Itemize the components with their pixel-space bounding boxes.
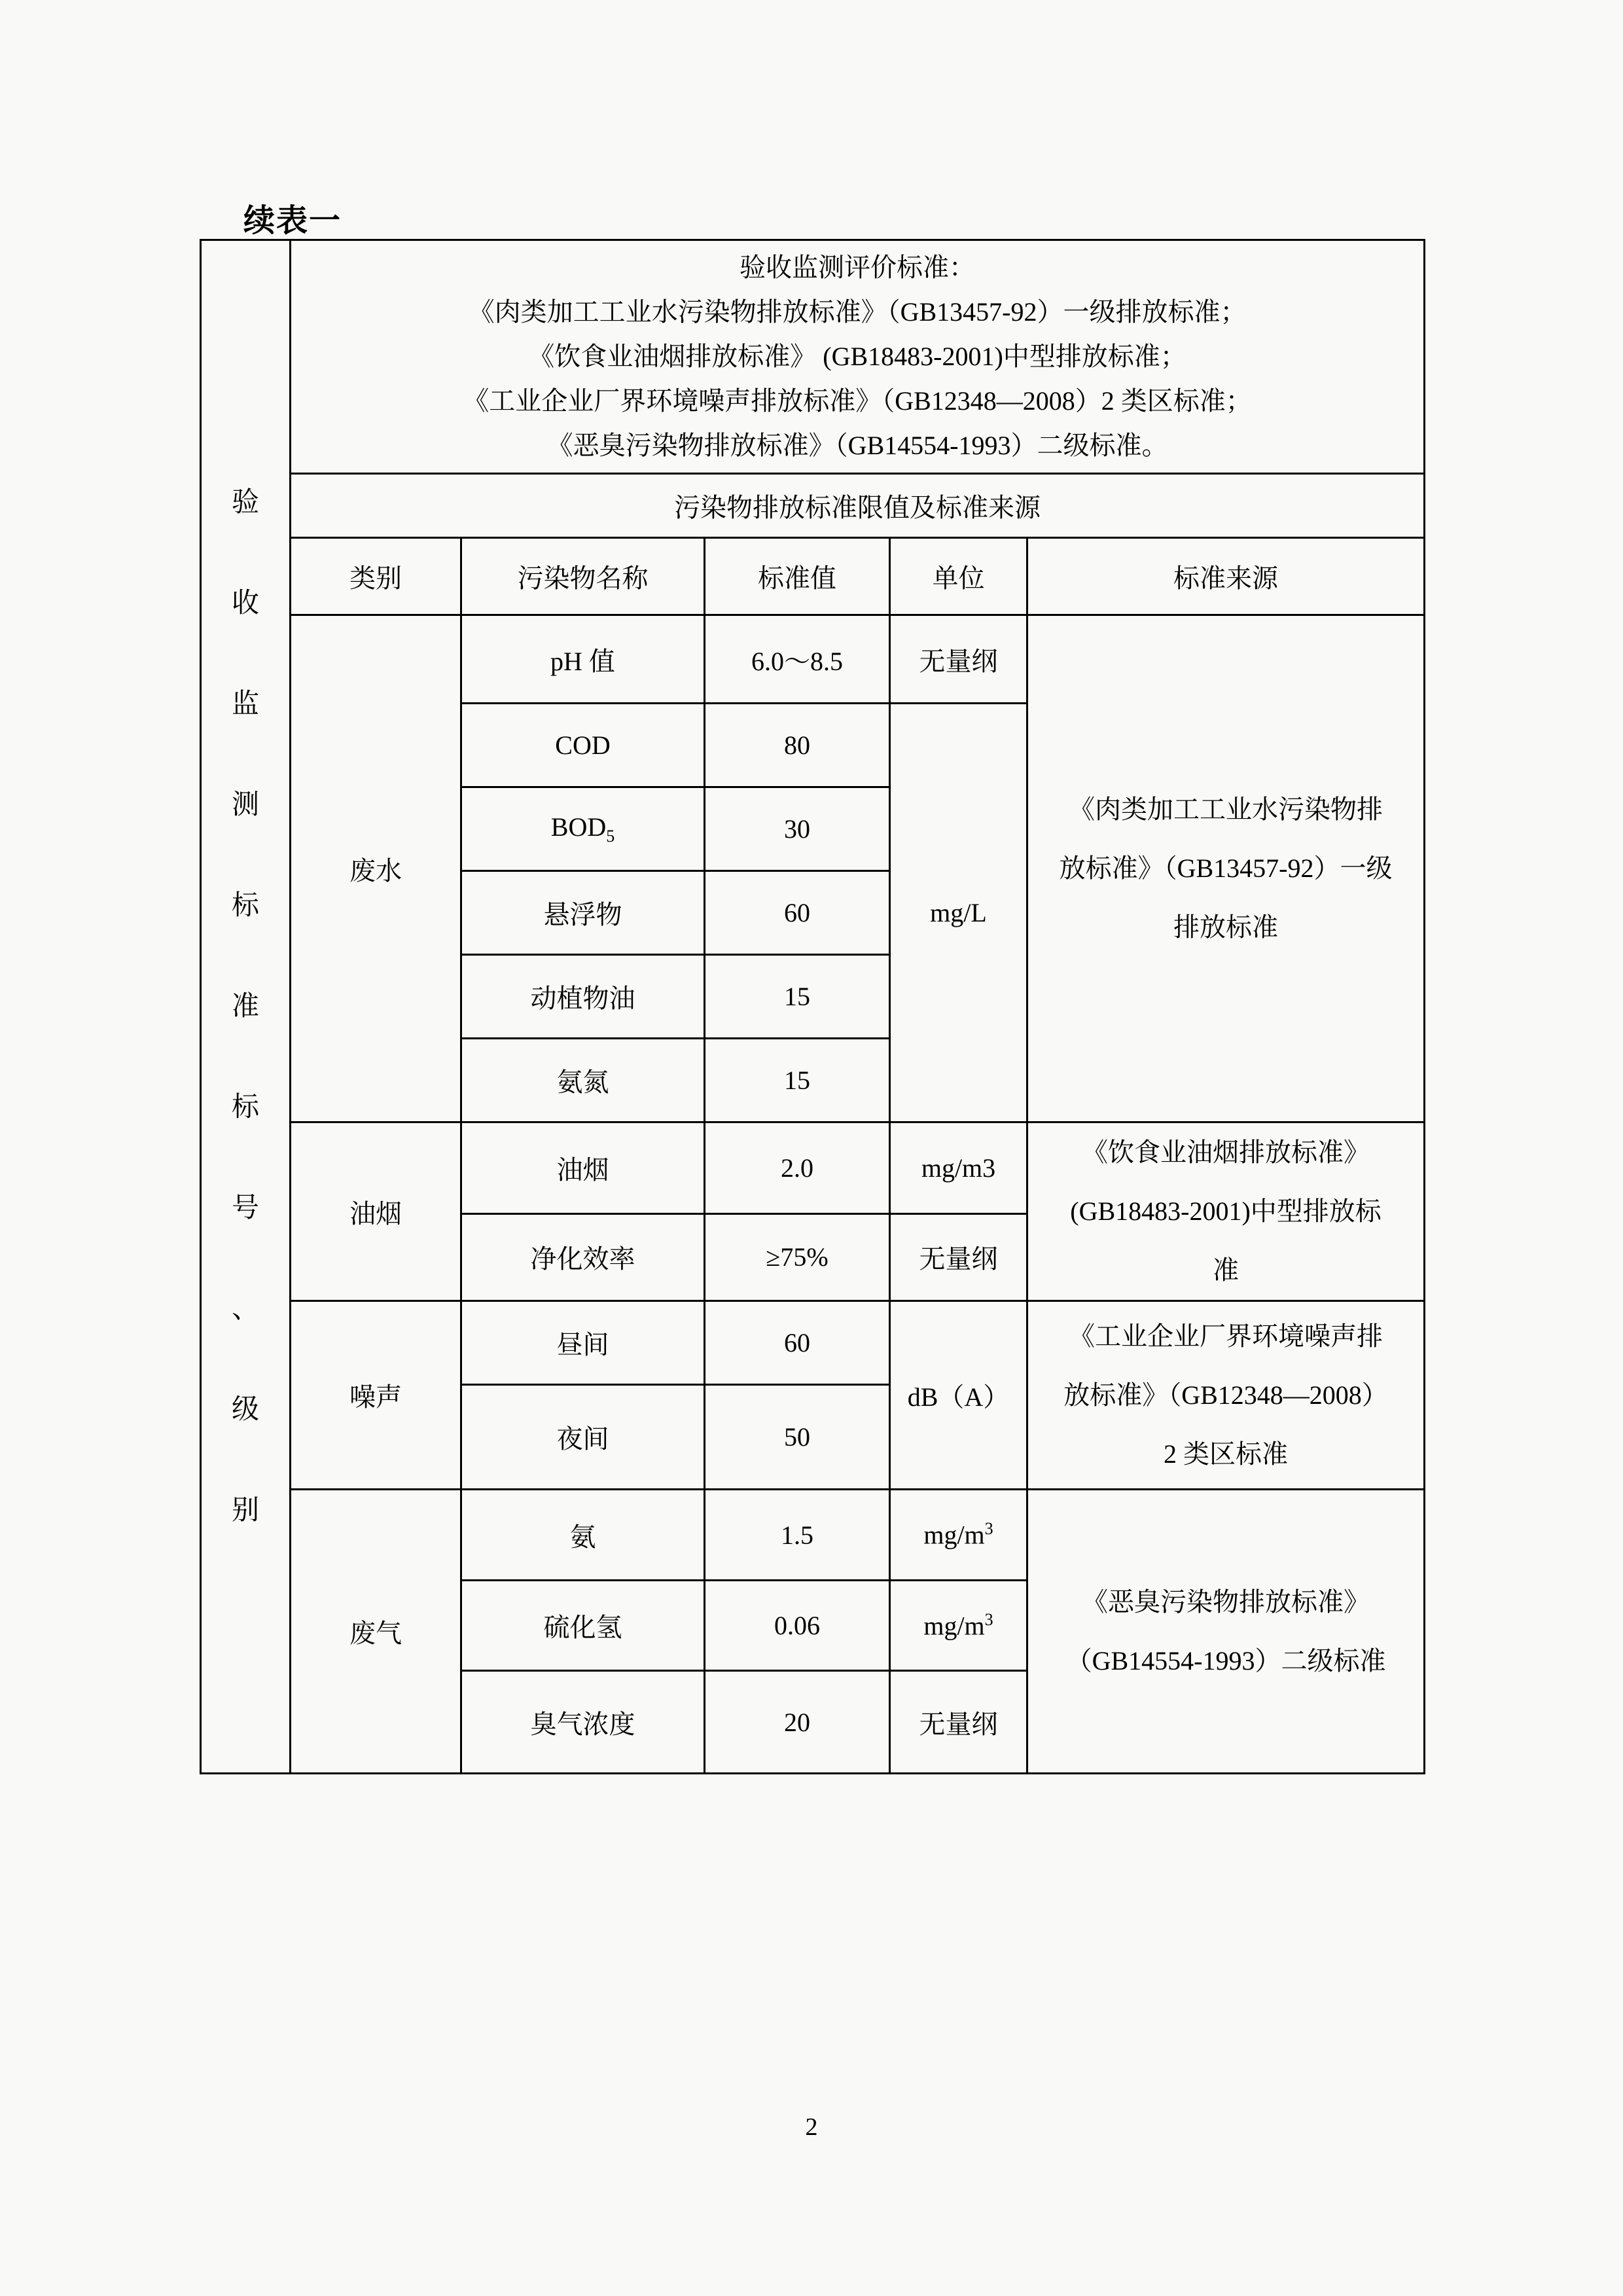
cell-unit: [890, 1581, 1027, 1671]
cell-pollutant-name: 净化效率: [461, 1213, 705, 1300]
page-number: 2: [805, 2113, 818, 2141]
vertical-header-char: 标: [231, 891, 259, 921]
cell-pollutant-name: 昼间: [461, 1301, 705, 1385]
source-line: 《工业企业厂界环境噪声排: [1069, 1321, 1383, 1351]
source-line: (GB18483-2001)中型排放标: [1070, 1196, 1382, 1226]
category-cell-fume: 油烟: [291, 1122, 461, 1301]
pollutant-bod-base: BOD: [550, 812, 607, 842]
unit-base: mg/m: [923, 1520, 985, 1550]
cell-source-fume: [1027, 1122, 1425, 1301]
category-cell-gas: 废气: [291, 1490, 461, 1774]
standards-line: 验收监测评价标准：: [740, 253, 976, 282]
cell-standard-value: 50: [705, 1385, 890, 1490]
col-header-pollutant: 污染物名称: [461, 538, 705, 615]
cell-pollutant-name: 动植物油: [461, 955, 705, 1039]
cell-standard-value: 20: [705, 1671, 890, 1774]
source-line: 准: [1213, 1255, 1240, 1285]
cell-pollutant-name: 臭气浓度: [461, 1671, 705, 1774]
source-line: 放标准》（GB12348—2008）: [1063, 1380, 1388, 1410]
cell-standard-value: 60: [705, 1301, 890, 1385]
cell-pollutant-name: 氨氮: [461, 1039, 705, 1122]
unit-superscript: 3: [984, 1519, 993, 1539]
cell-standard-value: 60: [705, 871, 890, 955]
pollutant-bod-subscript: 5: [606, 827, 615, 846]
vertical-header-text: [202, 254, 289, 1759]
cell-standard-value: 15: [705, 955, 890, 1039]
cell-standard-value: 2.0: [705, 1122, 890, 1214]
source-line: 《饮食业油烟排放标准》: [1082, 1138, 1370, 1167]
cell-source-wastewater: [1027, 615, 1425, 1122]
vertical-header-char: 标: [231, 1092, 259, 1122]
vertical-header-char: 级: [231, 1395, 259, 1425]
col-header-value: 标准值: [705, 538, 890, 615]
cell-pollutant-name: 氨: [461, 1490, 705, 1581]
vertical-header-char: 收: [231, 588, 259, 619]
cell-standard-value: 30: [705, 787, 890, 871]
cell-unit: [890, 1490, 1027, 1581]
source-line: 2 类区标准: [1164, 1439, 1289, 1469]
cell-standard-value: ≥75%: [705, 1213, 890, 1300]
cell-pollutant-name: COD: [461, 704, 705, 787]
source-line: （GB14554-1993）二级标准: [1065, 1645, 1386, 1676]
cell-standard-value: 15: [705, 1039, 890, 1122]
cell-unit-dbA: dB（A）: [890, 1301, 1027, 1490]
standards-line: 《肉类加工工业水污染物排放标准》（GB13457-92）一级排放标准；: [468, 297, 1247, 327]
standards-table: [200, 239, 1425, 1774]
cell-unit-mgL: mg/L: [890, 704, 1027, 1122]
vertical-header-char: 准: [231, 992, 259, 1022]
unit-superscript: 3: [984, 1609, 993, 1629]
cell-pollutant-name: [461, 787, 705, 871]
source-line: 放标准》（GB13457-92）一级: [1059, 853, 1393, 883]
cell-standard-value: 1.5: [705, 1490, 890, 1581]
vertical-header-char: 别: [231, 1496, 259, 1526]
evaluation-standards-cell: [291, 240, 1425, 474]
cell-pollutant-name: 悬浮物: [461, 871, 705, 955]
col-header-category: 类别: [291, 538, 461, 615]
cell-standard-value: 0.06: [705, 1581, 890, 1671]
standards-line: 《工业企业厂界环境噪声排放标准》（GB12348—2008）2 类区标准；: [463, 386, 1252, 416]
cell-standard-value: 6.0～8.5: [705, 615, 890, 704]
vertical-header-char: 号: [231, 1193, 259, 1223]
category-cell-wastewater: 废水: [291, 615, 461, 1122]
cell-pollutant-name: pH 值: [461, 615, 705, 704]
cell-pollutant-name: 夜间: [461, 1385, 705, 1490]
vertical-header-cell: [201, 240, 291, 1774]
limits-header-cell: 污染物排放标准限值及标准来源: [291, 474, 1425, 538]
cell-pollutant-name: 硫化氢: [461, 1581, 705, 1671]
vertical-header-char: 验: [231, 488, 259, 518]
source-line: 排放标准: [1173, 912, 1279, 942]
category-cell-noise: 噪声: [291, 1301, 461, 1490]
cell-unit: mg/m3: [890, 1122, 1027, 1214]
unit-base: mg/m: [923, 1611, 985, 1641]
vertical-header-char: 测: [231, 790, 259, 820]
source-line: 《恶臭污染物排放标准》: [1082, 1587, 1370, 1617]
cell-unit: 无量纲: [890, 1213, 1027, 1300]
page-title: 续表一: [243, 204, 342, 238]
cell-standard-value: 80: [705, 704, 890, 787]
vertical-header-char: 监: [231, 689, 259, 719]
cell-source-noise: [1027, 1301, 1425, 1490]
cell-unit: 无量纲: [890, 615, 1027, 704]
source-line: 《肉类加工工业水污染物排: [1069, 795, 1383, 824]
cell-pollutant-name: 油烟: [461, 1122, 705, 1214]
cell-source-gas: [1027, 1490, 1425, 1774]
col-header-unit: 单位: [890, 538, 1027, 615]
cell-unit: 无量纲: [890, 1671, 1027, 1774]
vertical-header-char: 、: [231, 1294, 259, 1324]
standards-line: 《恶臭污染物排放标准》（GB14554-1993）二级标准。: [546, 431, 1168, 460]
col-header-source: 标准来源: [1027, 538, 1425, 615]
standards-line: 《饮食业油烟排放标准》 (GB18483-2001)中型排放标准；: [528, 342, 1186, 371]
